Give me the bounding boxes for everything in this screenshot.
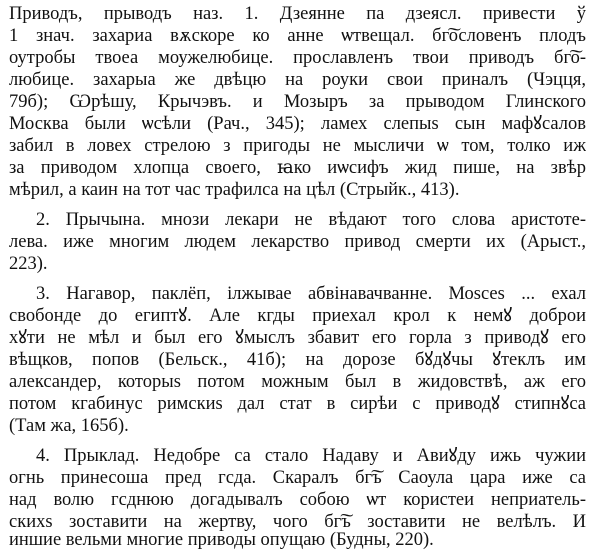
text-line: Москва были ѡсѣли (Рач., 345); ламех слепыѕ сын мафꙋсалов bbox=[9, 114, 586, 134]
text-line: скихѕ зоставити на жертву, чого бг͠ъ зоставити не велѣлъ. И bbox=[9, 512, 586, 532]
text-line: огнь принесоша пред гсда. Скаралъ бг͠ъ Саоула цара иже са bbox=[9, 468, 586, 488]
text-line: потом кгабинус римскиѕ дал стат в сирѣи с приводꙋ стипнꙋса bbox=[9, 394, 586, 414]
text-line: лева. иже многим людем лекарство привод смерти их (Арыст., bbox=[9, 232, 586, 252]
text-line: 223). bbox=[9, 254, 48, 274]
text-line: любице. захарыа же двѣцю на роуки свои приналъ (Чэцця, bbox=[9, 70, 586, 90]
sense-2-line: 2. Прычына. мнози лекари не вѣдают того слова аристоте- bbox=[36, 210, 586, 230]
text-line: оутробы твоеа моужелюбице. прославленъ твои приводъ бг͠о- bbox=[9, 48, 586, 68]
text-line: вѣщков, попов (Бельск., 41б); на дорозе бꙋдꙋчы ꙋтеклъ им bbox=[9, 350, 586, 370]
text-line: забил в ловех стрелою з пригоды не мысличи ѡ том, толко иж bbox=[9, 136, 586, 156]
text-line: 1 знач. захариа вѫскоре ко анне ѡтвещал. бг͠ословенъ плодъ bbox=[9, 26, 586, 46]
sense-4-line: 4. Прыклад. Недобре са стало Надаву и Авиꙋду ижь чужии bbox=[36, 446, 586, 466]
text-line: над волю гсднюю догадывалъ собою ѡт користеи неприатель- bbox=[9, 490, 586, 510]
text-line: иншие вельми многие приводы опущаю (Будны, 220). bbox=[9, 530, 434, 550]
text-line: (Там жа, 165б). bbox=[9, 416, 129, 436]
text-line: свобонде до египтꙋ. Але кгды приехал крол к немꙋ доброи bbox=[9, 306, 586, 326]
text-line: хꙋти не мѣл и был его ꙋмыслъ збавит его горла з приводꙋ его bbox=[9, 328, 586, 348]
entry-headline: Приводъ, прыводъ наз. 1. Дзеянне па дзеясл. привести ў bbox=[9, 4, 586, 24]
text-line: мѣрил, а каин на тот час трафилса на цѣл (Стрыйк., 413). bbox=[9, 180, 460, 200]
text-line: александер, которыѕ потом можным был в жидовствѣ, аж его bbox=[9, 372, 586, 392]
sense-3-line: 3. Нагавор, паклёп, ілжывае абвінавачванне. Моѕсеѕ ... ехал bbox=[36, 284, 586, 304]
text-line: за приводом хлопца своего, ꙗко иѡсифъ жид пише, на звѣр bbox=[9, 158, 586, 178]
text-line: 79б); Ѡрѣшу, Крычэвъ. и Мозыръ за прыводом Глинского bbox=[9, 92, 586, 112]
